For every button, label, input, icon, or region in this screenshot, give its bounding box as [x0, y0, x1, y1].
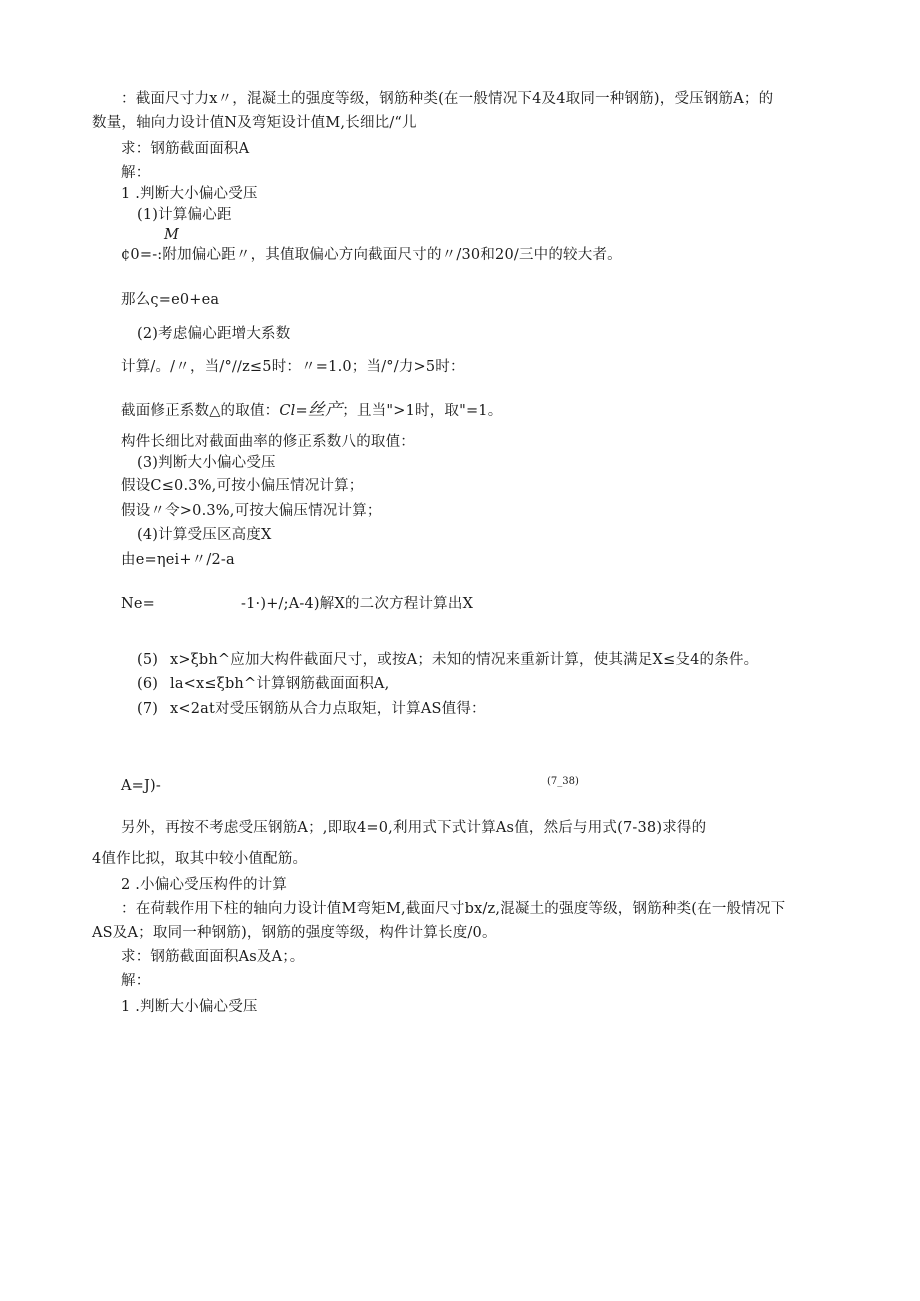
zeta1-label: 截面修正系数△的取值： — [121, 403, 280, 419]
calc-condition: 计算/。/〃，当/°∕∕z≤5时：〃=1.0；当/°/力>5时： — [121, 359, 465, 375]
zeta1-formula: 丝产 — [307, 400, 343, 420]
step-heading: 1 .判断大小偏心受压 — [121, 186, 258, 202]
equation-number: (7_38) — [547, 776, 579, 787]
ne-formula-left: Ne= — [121, 596, 156, 612]
step-heading-2: 1 .判断大小偏心受压 — [121, 999, 258, 1015]
solution-label-2: 解： — [121, 973, 151, 989]
find-line: 求：钢筋截面面积A — [121, 141, 250, 157]
zeta1-symbol: Cl= — [279, 403, 308, 419]
another-line-1: 另外，再按不考虑受压钢筋A；,即取4=0,利用式下式计算As值，然后与用式(7-38)求得的 — [121, 820, 707, 836]
another-line-2: 4值作比拟，取其中较小值配筋。 — [92, 851, 308, 867]
item7-number: (7) — [137, 701, 159, 717]
zeta2-line: 构件长细比对截面曲率的修正系数八的取值： — [121, 434, 415, 450]
zeta1-condition: ；且当">1时，取"=1。 — [342, 403, 503, 419]
subheading-magnification: (2)考虑偏心距增大系数 — [137, 326, 291, 342]
subheading-eccentricity: (1)计算偏心距 — [137, 207, 232, 223]
given-line-1: ：截面尺寸力x〃，混凝土的强度等级，钢筋种类(在一般情况下4及4取同一种钢筋)，受压钢筋A；的 — [121, 91, 774, 107]
zeta1-line — [121, 400, 502, 421]
e0-definition: ¢0=-:附加偏心距〃，其值取偏心方向截面尺寸的〃/30和20∕三中的较大者。 — [121, 247, 622, 263]
e-formula: 由e=ηei+〃/2-a — [121, 552, 235, 568]
item5-number: (5) — [137, 652, 159, 668]
assume-large-line: 假设〃令>0.3%,可按大偏压情况计算； — [121, 503, 382, 519]
section-heading-2: 2 .小偏心受压构件的计算 — [121, 877, 288, 893]
given-line-4: AS及A；取同一种钢筋)，钢筋的强度等级，构件计算长度/0。 — [92, 925, 497, 941]
subheading-judge: (3)判断大小偏心受压 — [137, 455, 276, 471]
assume-small-line: 假设C≤0.3%,可按小偏压情况计算； — [121, 478, 364, 494]
given-line-3: ：在荷载作用下柱的轴向力设计值M弯矩M,截面尺寸bx/z,混凝土的强度等级，钢筋种类(在一般情况下 — [121, 901, 786, 917]
subheading-height: (4)计算受压区高度X — [137, 527, 272, 543]
fraction-numerator: M — [164, 227, 180, 243]
item6-number: (6) — [137, 676, 159, 692]
given-line-2: 数量，轴向力设计值N及弯矩设计值M,长细比/“儿 — [92, 115, 417, 131]
item5-text: x>ξbh^应加大构件截面尺寸，或按A；未知的情况来重新计算，使其满足X≤殳4的条件。 — [170, 652, 759, 668]
item6-text: la<x≤ξbh^计算钢筋截面面积A, — [170, 676, 390, 692]
a-formula: A=J)- — [121, 778, 161, 794]
item7-text: x<2at对受压钢筋从合力点取矩，计算AS值得： — [170, 701, 486, 717]
ne-formula-right: -1·)+/;A-4)解X的二次方程计算出X — [241, 596, 474, 612]
ei-definition: 那么ς=e0+ea — [121, 292, 220, 308]
find-line-2: 求：钢筋截面面积As及A；。 — [121, 949, 305, 965]
solution-label: 解： — [121, 165, 151, 181]
